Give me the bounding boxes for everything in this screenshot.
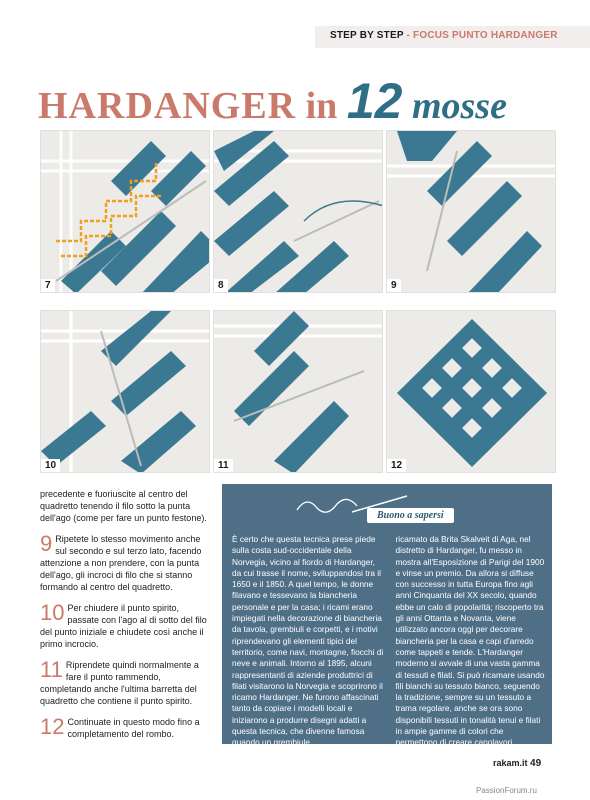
step-text: Continuate in questo modo fino a completamento del rombo. (67, 717, 200, 739)
step-12 (40, 716, 210, 740)
step-text: Per chiudere il punto spirito, passate con l'ago al di sotto del filo del punto iniziale e chiudete così anche il primo incrocio. (40, 603, 207, 649)
focus-label: FOCUS PUNTO HARDANGER (413, 30, 558, 41)
embroidery-illustration (387, 131, 556, 293)
watermark: PassionForum.ru (476, 786, 537, 795)
step-photo-10 (40, 310, 210, 473)
photo-number: 7 (41, 279, 55, 292)
steps-column (40, 488, 210, 749)
title-word: HARDANGER (38, 85, 297, 127)
step-photo-11 (213, 310, 383, 473)
embroidery-illustration (41, 131, 210, 293)
page-number: 49 (530, 758, 542, 769)
step-9 (40, 533, 210, 593)
section-header (330, 30, 558, 41)
step-number: 10 (40, 600, 65, 625)
step-photo-8 (213, 130, 383, 293)
info-columns (232, 534, 547, 749)
embroidery-illustration (387, 311, 556, 473)
photo-number: 11 (214, 459, 233, 472)
page-title (38, 72, 507, 130)
embroidery-illustration (214, 131, 383, 293)
photo-number: 12 (387, 459, 406, 472)
step-photo-9 (386, 130, 556, 293)
info-box (222, 484, 552, 748)
step-text: Riprendete quindi normalmente a fare il punto rammendo, completando anche l'ultima barretta del quadretto che contiene il punto spirito. (40, 660, 199, 706)
section-separator: - (403, 30, 414, 41)
step-text: Ripetete lo stesso movimento anche sul secondo e sul terzo lato, facendo attenzione a non prendere, con la punta dell'ago, gli incroci di filo che si stanno formando al centro del quadretto. (40, 534, 202, 592)
embroidery-illustration (214, 311, 383, 473)
section-label: STEP BY STEP (330, 30, 404, 41)
step-number: 9 (40, 531, 53, 556)
step-intro: precedente e fuoriuscite al centro del quadretto tenendo il filo sotto la punta dell'ago (come per fare un punto festone). (40, 489, 207, 523)
photo-number: 8 (214, 279, 228, 292)
photo-number: 10 (41, 459, 60, 472)
step-11 (40, 659, 210, 707)
info-column-1: È certo che questa tecnica prese piede sulla costa sud-occidentale della Norvegia, vicino al fiordo di Hardanger, da cui trasse il nome, sviluppandosi tra il 1650 e il 1850. A quel tempo, le donne filavano e tessevano la biancheria personale e per la casa; i ricami erano impiegati nella decorazione di biancheria da tavola, grembiuli e corpetti, e i motivi riprendevano gli elementi tipici del territorio, come navi, montagne, fiocchi di neve e animali. Intorno al 1895, alcuni rappresentanti di aziende produttrici di filati visitarono la Norvegia e scoprirono il ricamo Hardanger. Ne furono affascinati tanto da copiare i modelli locali e iniziarono a produrre disegni adatti a questa tecnica, che divenne famosa quando un grembiule (232, 534, 384, 748)
footer-site: rakam.it (493, 758, 528, 768)
step-number: 11 (40, 657, 63, 682)
step-photo-12 (386, 310, 556, 473)
step-photo-7 (40, 130, 210, 293)
step-number: 12 (40, 714, 65, 739)
title-in: in (296, 85, 347, 127)
info-badge: Buono a sapersi (367, 508, 454, 523)
photo-number: 9 (387, 279, 401, 292)
info-column-2: ricamato da Brita Skalveit di Aga, nel distretto di Hardanger, fu messo in mostra all'Esposizione di Parigi del 1900 e vinse un premio. Da allora si diffuse con successo in tutta Europa fino agli anni Cinquanta del XX secolo, quando ebbe un calo di popolarità; riscoperto tra gli anni Ottanta e Novanta, viene utilizzato ancora oggi per decorare biancheria per la casa e capi d'arredo come tappeti e tende. L'Hardanger moderno si avvale di una vasta gamma di tessuti e filati. Si può ricamare usando fili bianchi su tessuto bianco, seguendo la tradizione, sempre su un tessuto a trama regolare, anche se ora sono disponibili tessuti in tonalità tenui e filati in ampie gamme di colori che permettono di creare capolavori. (395, 534, 545, 748)
page-footer (493, 758, 541, 769)
step-10 (40, 602, 210, 650)
title-number: 12 (346, 73, 403, 129)
title-mosse: mosse (402, 85, 507, 127)
embroidery-illustration (41, 311, 210, 473)
